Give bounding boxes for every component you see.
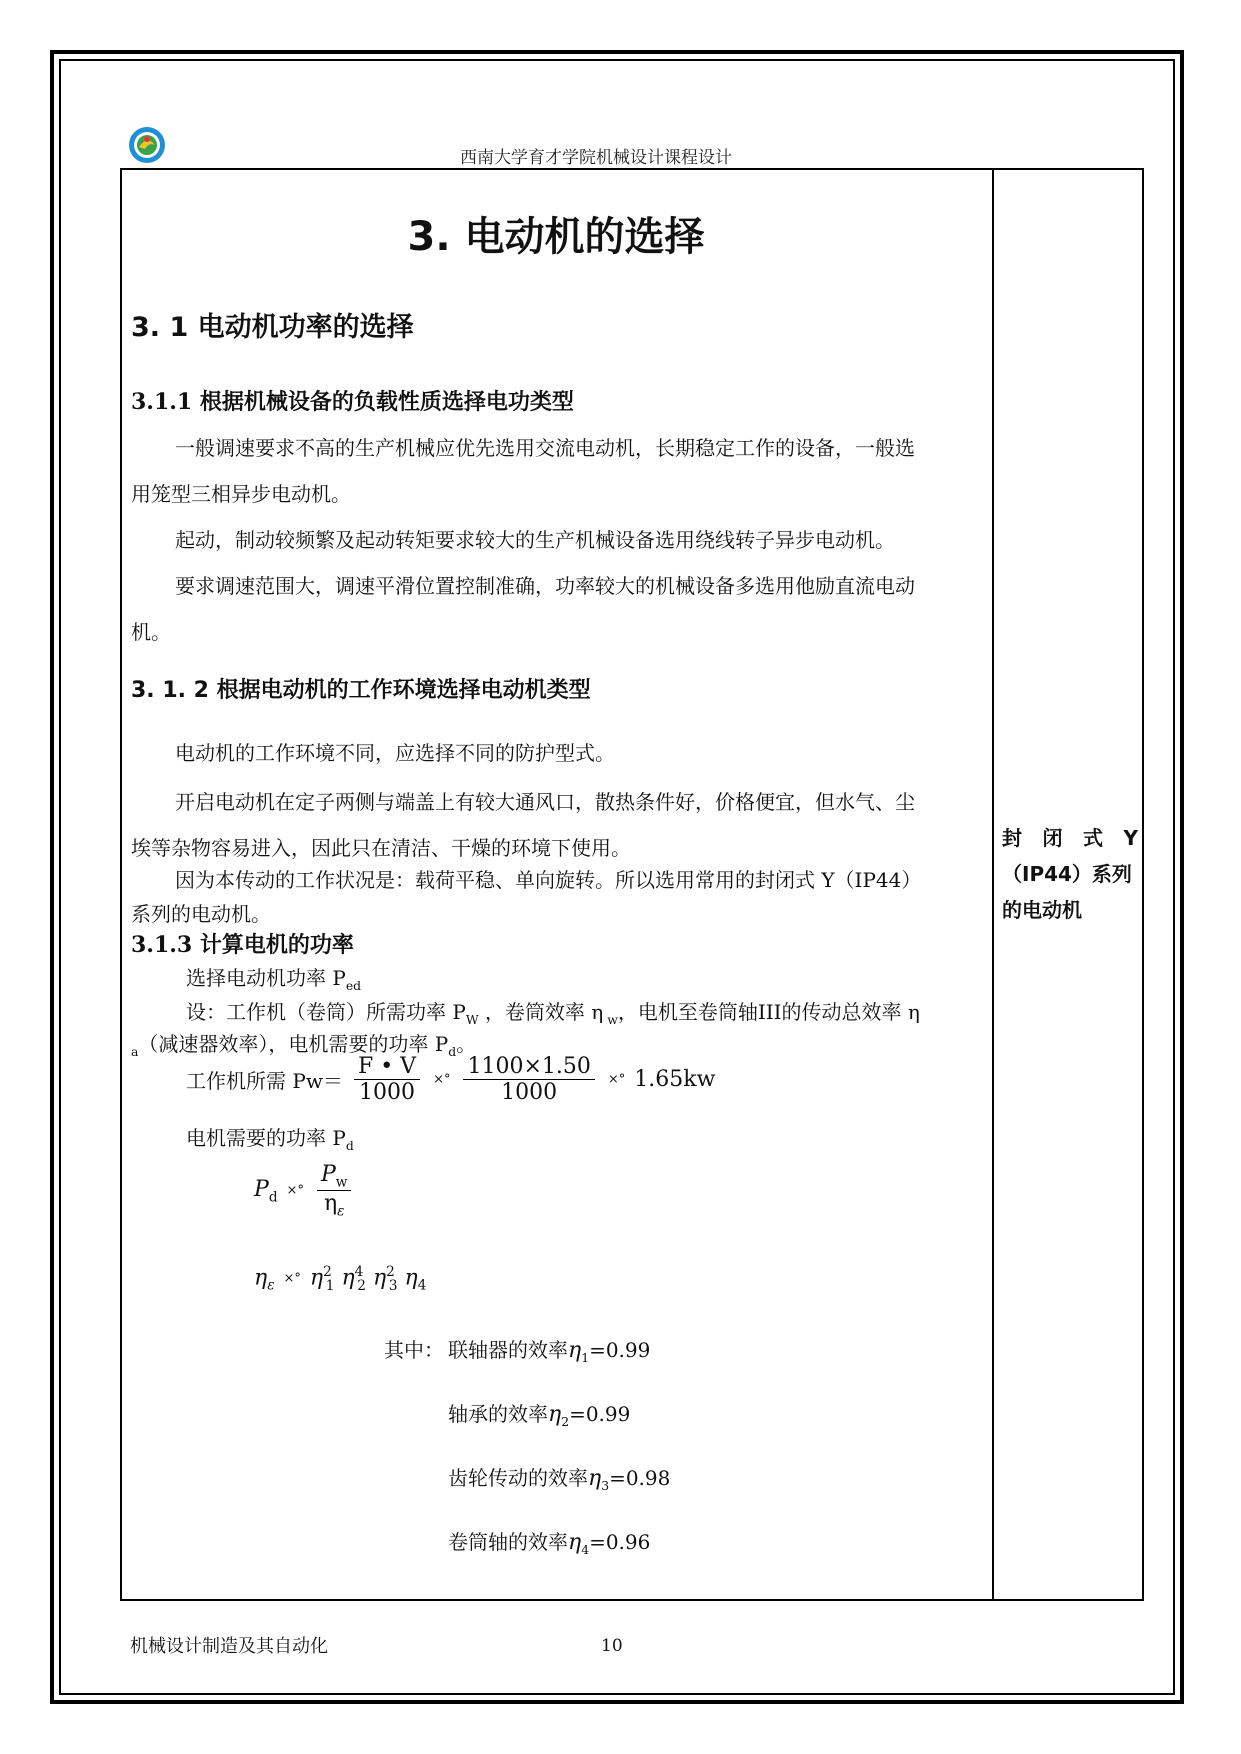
paragraph-3-line-2: 机。 xyxy=(131,620,171,644)
paragraph-6-line-1: 因为本传动的工作状况是：载荷平稳、单向旋转。所以选用常用的封闭式 Y（IP44） xyxy=(175,868,922,892)
side-note-line-3: 的电动机 xyxy=(1002,898,1082,922)
side-note-line-2: （IP44）系列 xyxy=(1002,862,1132,886)
paragraph-3-line-1: 要求调速范围大，调速平滑位置控制准确，功率较大的机械设备多选用他励直流电动 xyxy=(175,574,915,598)
side-note-line-1: 封 闭 式 Y xyxy=(1002,826,1138,850)
eta-total-formula: $\eta_\varepsilon$ ×° $\eta^2_1$ $\eta^4_2$ $\eta^2_3$ $\eta_4$ xyxy=(254,1264,427,1294)
paragraph-1-line-1: 一般调速要求不高的生产机械应优先选用交流电动机，长期稳定工作的设备，一般选 xyxy=(175,436,915,460)
pw-formula: 工作机所需 Pw＝ $\frac{F • V}{1000}$ ×° $\frac{1100\times 1.50}{1000}$ ×° 1.65kw xyxy=(186,1054,716,1105)
subsection-heading-3-1-1: 3.1.1 根据机械设备的负载性质选择电功类型 xyxy=(131,389,574,415)
efficiency-row: 联轴器的效率$\eta_1=0.99$ xyxy=(448,1338,651,1365)
efficiency-row: 轴承的效率$\eta_2=0.99$ xyxy=(448,1402,631,1429)
paragraph-9: $_a$（减速器效率），电机需要的功率 $P_d$。 xyxy=(131,1032,477,1059)
paragraph-4: 电动机的工作环境不同，应选择不同的防护型式。 xyxy=(175,741,615,765)
paragraph-1-line-2: 用笼型三相异步电动机。 xyxy=(131,482,351,506)
footer-major: 机械设计制造及其自动化 xyxy=(130,1636,328,1657)
paragraph-8: 设：工作机（卷筒）所需功率 $P_W$ ，卷筒效率 η $_w$，电机至卷筒轴III的传动总效率 η xyxy=(186,1000,920,1027)
efficiency-row: 卷筒轴的效率$\eta_4=0.96$ xyxy=(448,1530,651,1557)
paragraph-6-line-2: 系列的电动机。 xyxy=(131,902,271,926)
table-column-divider xyxy=(992,168,994,1601)
paragraph-2: 起动，制动较频繁及起动转矩要求较大的生产机械设备选用绕线转子异步电动机。 xyxy=(175,528,895,552)
pd-formula: $P_d$ ×° $\frac{P_w}{\eta_\varepsilon}$ xyxy=(254,1162,355,1220)
page-number: 10 xyxy=(601,1636,623,1656)
paragraph-5-line-1: 开启电动机在定子两侧与端盖上有较大通风口，散热条件好，价格便宜，但水气、尘 xyxy=(175,790,915,814)
side-note xyxy=(1002,820,1138,928)
subsection-heading-3-1-3: 3.1.3 计算电机的功率 xyxy=(131,932,354,958)
paragraph-10: 电机需要的功率 $P_d$ xyxy=(186,1126,354,1153)
chapter-title: 3. 电动机的选择 xyxy=(407,214,705,260)
university-logo-icon xyxy=(127,125,167,165)
header-title: 西南大学育才学院机械设计课程设计 xyxy=(460,148,732,168)
paragraph-5-line-2: 埃等杂物容易进入，因此只在清洁、干燥的环境下使用。 xyxy=(131,836,631,860)
efficiency-row: 齿轮传动的效率$\eta_3=0.98$ xyxy=(448,1466,671,1493)
section-heading-3-1: 3. 1 电动机功率的选择 xyxy=(131,312,414,343)
efficiency-prefix: 其中： xyxy=(384,1338,444,1362)
paragraph-7: 选择电动机功率 $P_{ed}$ xyxy=(186,966,362,993)
subsection-heading-3-1-2: 3. 1. 2 根据电动机的工作环境选择电动机类型 xyxy=(131,678,591,703)
